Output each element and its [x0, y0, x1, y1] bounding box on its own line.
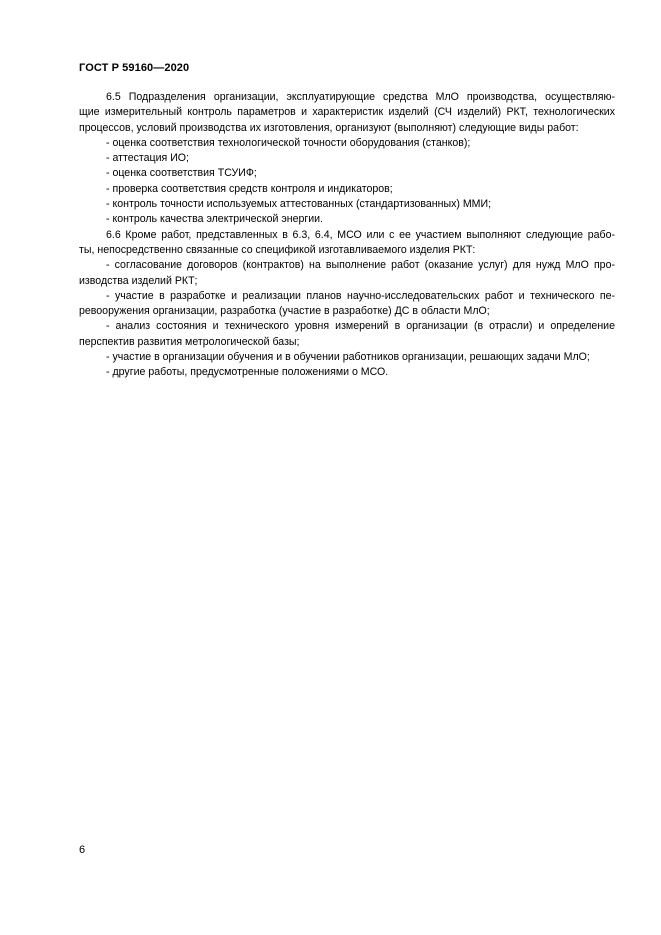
- page-number: 6: [79, 844, 86, 856]
- list-item-line: - участие в организации обучения и в обучении работников организации, решающих задачи МлО;: [106, 351, 590, 364]
- list-item-continuation: изводства изделий РКТ;: [79, 274, 198, 287]
- list-item-line: - аттестация ИО;: [106, 152, 189, 165]
- list-item-line: - контроль качества электрической энергии.: [106, 213, 324, 226]
- list-item-line: - согласование договоров (контрактов) на выполнение работ (оказание услуг) для нужд МлО про-: [106, 259, 615, 272]
- list-item-line: - оценка соответствия технологической точности оборудования (станков);: [106, 136, 471, 149]
- document-header: ГОСТ Р 59160—2020: [79, 62, 190, 74]
- paragraph-6-6-line-1: 6.6 Кроме работ, представленных в 6.3, 6.4, МСО или с ее участием выполняют следующие рабо-: [106, 228, 615, 241]
- list-item-continuation: перспектив развития метрологической базы;: [79, 335, 300, 348]
- list-item-line: - анализ состояния и технического уровня измерений в организации (в отрасли) и определение: [106, 320, 615, 333]
- list-item-line: - оценка соответствия ТСУИФ;: [106, 167, 257, 180]
- paragraph-6-6-line-2: ты, непосредственно связанные со спецификой изготавливаемого изделия РКТ:: [79, 243, 476, 256]
- list-item-line: - другие работы, предусмотренные положениями о МСО.: [106, 366, 389, 379]
- paragraph-6-5-line-3: процессов, условий производства их изготовления, организуют (выполняют) следующие виды работ:: [79, 121, 579, 134]
- list-item-line: - проверка соответствия средств контроля и индикаторов;: [106, 182, 393, 195]
- list-item-line: - контроль точности используемых аттестованных (стандартизованных) ММИ;: [106, 198, 492, 211]
- paragraph-6-5-line-1: 6.5 Подразделения организации, эксплуатирующие средства МлО производства, осуществляю-: [106, 91, 615, 103]
- list-item-continuation: ревооружения организации, разработка (участие в разработке) ДС в области МлО;: [79, 305, 490, 318]
- paragraph-6-5-line-2: щие измерительный контроль параметров и характеристик изделий (СЧ изделий) РКТ, технологических: [79, 106, 615, 119]
- document-body: [79, 90, 615, 381]
- list-item-line: - участие в разработке и реализации планов научно-исследовательских работ и технического пе-: [106, 289, 615, 302]
